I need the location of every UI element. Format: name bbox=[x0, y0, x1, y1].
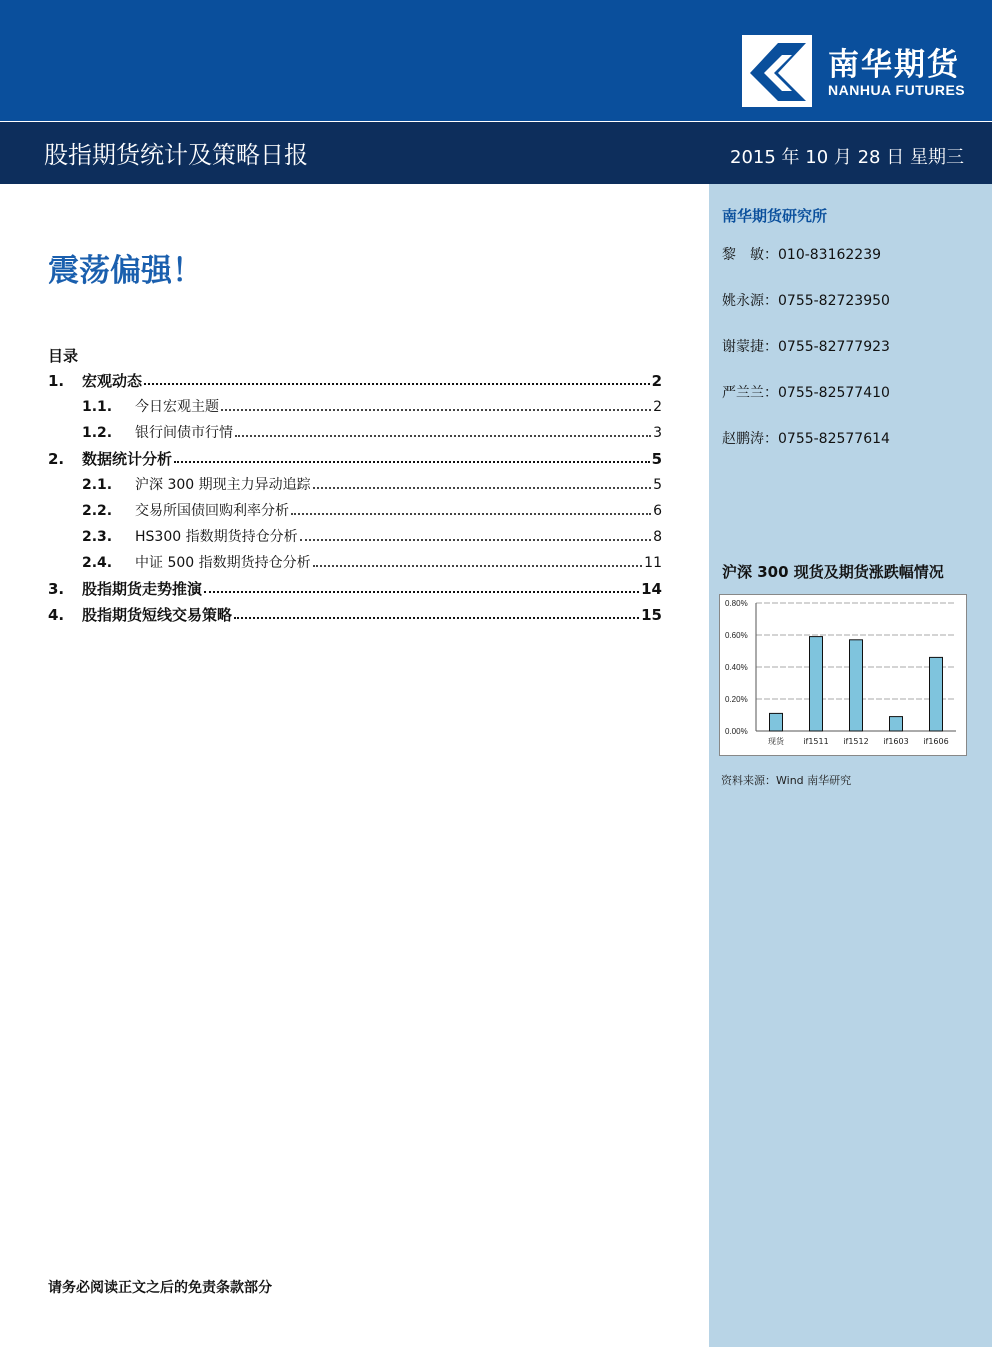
toc-number: 2. bbox=[48, 450, 65, 468]
sidebar bbox=[709, 184, 992, 1347]
toc-entry[interactable] bbox=[48, 448, 662, 468]
toc-page: 11 bbox=[644, 555, 662, 571]
toc-entry[interactable] bbox=[82, 396, 662, 416]
bar-chart bbox=[719, 594, 967, 756]
toc-entry[interactable] bbox=[82, 552, 662, 572]
toc-entry[interactable] bbox=[48, 370, 662, 390]
y-tick-label: 0.20% bbox=[725, 695, 748, 704]
toc-entry[interactable] bbox=[48, 578, 662, 598]
source-note: 资料来源：Wind 南华研究 bbox=[721, 774, 852, 787]
toc-leader bbox=[300, 538, 651, 541]
report-title: 股指期货统计及策略日报 bbox=[44, 141, 308, 169]
bar bbox=[890, 717, 903, 731]
toc-page: 8 bbox=[653, 529, 662, 545]
toc-entry[interactable] bbox=[82, 500, 662, 520]
toc-entry[interactable] bbox=[48, 604, 662, 624]
contact-phone: 0755-82723950 bbox=[778, 293, 890, 309]
x-tick-label: if1603 bbox=[883, 737, 909, 746]
bar bbox=[810, 637, 823, 731]
disclaimer: 请务必阅读正文之后的免责条款部分 bbox=[48, 1280, 272, 1296]
toc-title: 银行间债市行情 bbox=[135, 425, 233, 441]
toc-entry[interactable] bbox=[82, 422, 662, 442]
contact-phone: 0755-82777923 bbox=[778, 339, 890, 355]
bar bbox=[850, 640, 863, 731]
bar bbox=[770, 713, 783, 731]
bar bbox=[930, 657, 943, 731]
contact-item bbox=[722, 336, 890, 356]
toc-number: 2.1. bbox=[82, 477, 113, 493]
contact-phone: 010-83162239 bbox=[778, 247, 882, 263]
toc-number: 4. bbox=[48, 606, 65, 624]
toc-title: 股指期货短线交易策略 bbox=[82, 606, 233, 624]
nanhua-logo-icon bbox=[728, 33, 814, 109]
toc-leader bbox=[291, 512, 651, 515]
y-tick-label: 0.00% bbox=[725, 727, 748, 736]
toc-number: 1.2. bbox=[82, 425, 113, 441]
toc-leader bbox=[144, 382, 650, 385]
toc-page: 2 bbox=[653, 399, 662, 415]
y-tick-label: 0.80% bbox=[725, 599, 748, 608]
report-date: 2015 年 10 月 28 日 星期三 bbox=[730, 147, 964, 168]
x-tick-label: if1512 bbox=[843, 737, 869, 746]
x-tick-label: if1606 bbox=[923, 737, 949, 746]
contact-name: 严兰兰： bbox=[722, 385, 778, 401]
toc-title: 今日宏观主题 bbox=[135, 399, 219, 415]
contact-item bbox=[722, 382, 890, 402]
bar-chart-svg bbox=[720, 595, 966, 755]
y-tick-label: 0.40% bbox=[725, 663, 748, 672]
toc-number: 3. bbox=[48, 580, 65, 598]
toc-title: 交易所国债回购利率分析 bbox=[135, 503, 289, 519]
contact-name: 姚永源： bbox=[722, 293, 778, 309]
contact-name: 赵鹏涛： bbox=[722, 431, 778, 447]
toc-page: 14 bbox=[641, 580, 662, 598]
toc-number: 1. bbox=[48, 372, 65, 390]
toc-title: 中证 500 指数期货持仓分析 bbox=[135, 555, 311, 571]
headline: 震荡偏强！ bbox=[48, 253, 203, 289]
toc-leader bbox=[313, 486, 651, 489]
toc-leader bbox=[174, 460, 650, 463]
chart-title: 沪深 300 现货及期货涨跌幅情况 bbox=[722, 563, 944, 581]
toc-title: 股指期货走势推演 bbox=[82, 580, 203, 598]
contact-item bbox=[722, 290, 890, 310]
brand-name-cn: 南华期货 bbox=[828, 47, 960, 83]
toc-page: 2 bbox=[651, 372, 662, 390]
toc-title: 宏观动态 bbox=[82, 372, 143, 390]
brand-name-en: NANHUA FUTURES bbox=[828, 82, 966, 98]
brand-logo bbox=[728, 33, 978, 109]
toc-leader bbox=[235, 434, 651, 437]
toc-title: 沪深 300 期现主力异动追踪 bbox=[135, 477, 311, 493]
x-tick-label: 现货 bbox=[768, 737, 784, 746]
toc-entry[interactable] bbox=[82, 526, 662, 546]
contact-name: 黎 敏： bbox=[722, 247, 778, 263]
contact-item bbox=[722, 244, 881, 264]
toc-page: 15 bbox=[641, 606, 662, 624]
contact-phone: 0755-82577410 bbox=[778, 385, 890, 401]
toc-title: HS300 指数期货持仓分析 bbox=[135, 529, 298, 545]
toc-number: 1.1. bbox=[82, 399, 113, 415]
contact-item bbox=[722, 428, 890, 448]
x-tick-label: if1511 bbox=[803, 737, 829, 746]
y-tick-label: 0.60% bbox=[725, 631, 748, 640]
toc-page: 6 bbox=[653, 503, 662, 519]
toc-entry[interactable] bbox=[82, 474, 662, 494]
toc-leader bbox=[313, 564, 643, 567]
institute-name: 南华期货研究所 bbox=[722, 207, 828, 225]
contact-phone: 0755-82577614 bbox=[778, 431, 890, 447]
toc-leader bbox=[221, 408, 651, 411]
toc-leader bbox=[234, 616, 639, 619]
toc-number: 2.4. bbox=[82, 555, 113, 571]
toc-page: 5 bbox=[653, 477, 662, 493]
contact-name: 谢蒙捷： bbox=[722, 339, 778, 355]
toc-number: 2.2. bbox=[82, 503, 113, 519]
toc-leader bbox=[204, 590, 639, 593]
toc-title: 数据统计分析 bbox=[82, 450, 173, 468]
toc-page: 3 bbox=[653, 425, 662, 441]
toc-heading: 目录 bbox=[48, 347, 79, 365]
toc-number: 2.3. bbox=[82, 529, 113, 545]
toc-page: 5 bbox=[651, 450, 662, 468]
